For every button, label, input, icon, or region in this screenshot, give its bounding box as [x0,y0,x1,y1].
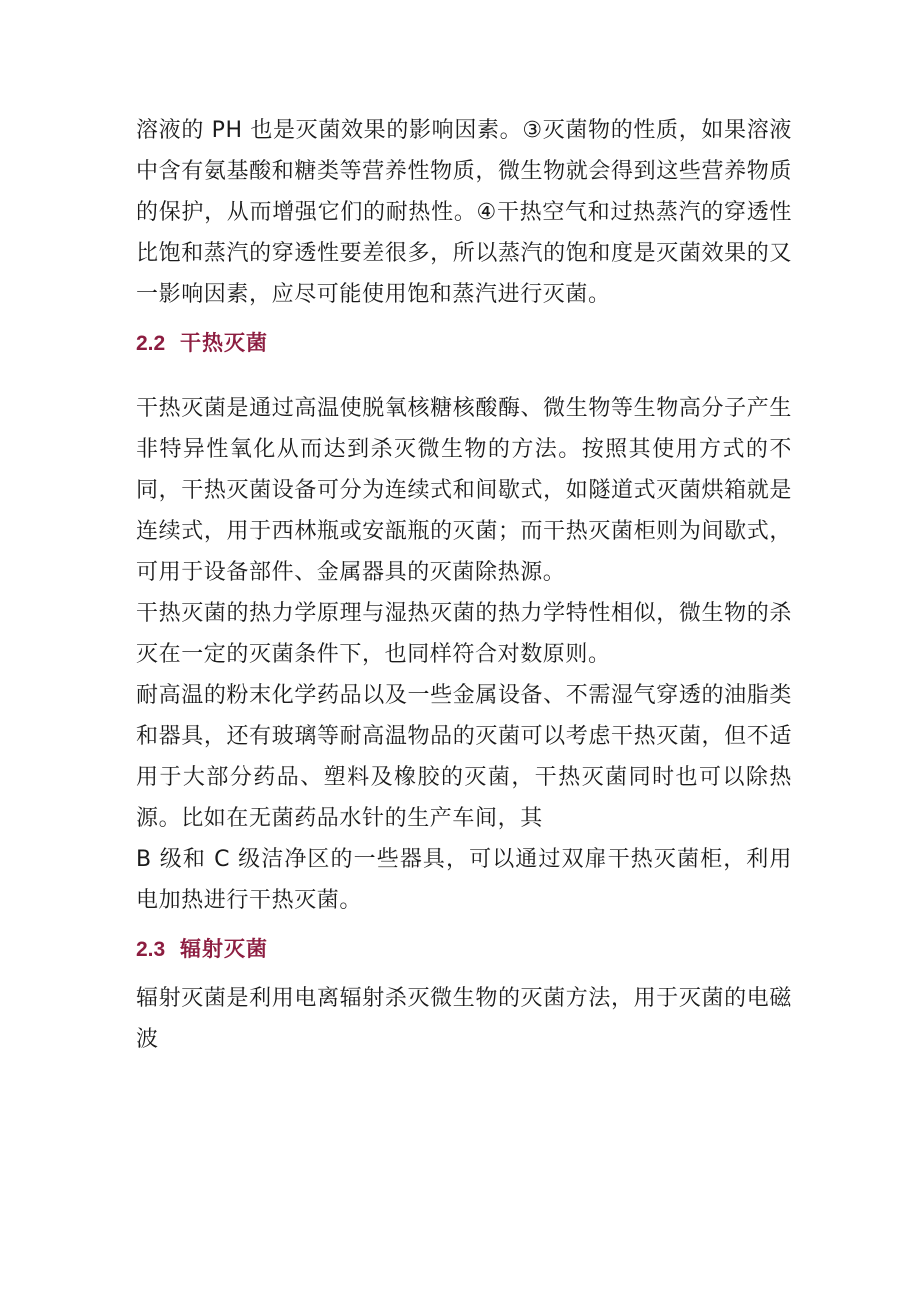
section-heading-2-2 [136,323,792,364]
document-body [136,110,792,1060]
section-heading-2-3 [136,929,792,970]
section-title: 干热灭菌 [180,331,268,355]
section-number: 2.2 [136,332,166,355]
paragraph-dry-heat-cleanroom: B 级和 C 级洁净区的一些器具，可以通过双扉干热灭菌柜，利用电加热进行干热灭菌。 [136,847,792,913]
paragraph-dry-heat-applications: 耐高温的粉末化学药品以及一些金属设备、不需湿气穿透的油脂类和器具，还有玻璃等耐高温物品的灭菌可以考虑干热灭菌，但不适用于大部分药品、塑料及橡胶的灭菌，干热灭菌同时也可以除热源。比如在无菌药品水针的生产车间，其 [136,683,792,831]
paragraph-dry-heat-intro: 干热灭菌是通过高温使脱氧核糖核酸酶、微生物等生物高分子产生非特异性氧化从而达到杀灭微生物的方法。按照其使用方式的不同，干热灭菌设备可分为连续式和间歇式，如隧道式灭菌烘箱就是连续式，用于西林瓶或安瓿瓶的灭菌；而干热灭菌柜则为间歇式，可用于设备部件、金属器具的灭菌除热源。 [136,396,792,585]
paragraph-sterilization-factors: 溶液的 PH 也是灭菌效果的影响因素。③灭菌物的性质，如果溶液中含有氨基酸和糖类等营养性物质，微生物就会得到这些营养物质的保护，从而增强它们的耐热性。④干热空气和过热蒸汽的穿透性比饱和蒸汽的穿透性要差很多，所以蒸汽的饱和度是灭菌效果的又一影响因素，应尽可能使用饱和蒸汽进行灭菌。 [136,118,792,307]
paragraph-radiation-sterilization: 辐射灭菌是利用电离辐射杀灭微生物的灭菌方法，用于灭菌的电磁波 [136,986,792,1052]
section-title: 辐射灭菌 [180,937,268,961]
paragraph-dry-heat-thermodynamics: 干热灭菌的热力学原理与湿热灭菌的热力学特性相似，微生物的杀灭在一定的灭菌条件下，也同样符合对数原则。 [136,601,792,667]
section-number: 2.3 [136,938,166,961]
